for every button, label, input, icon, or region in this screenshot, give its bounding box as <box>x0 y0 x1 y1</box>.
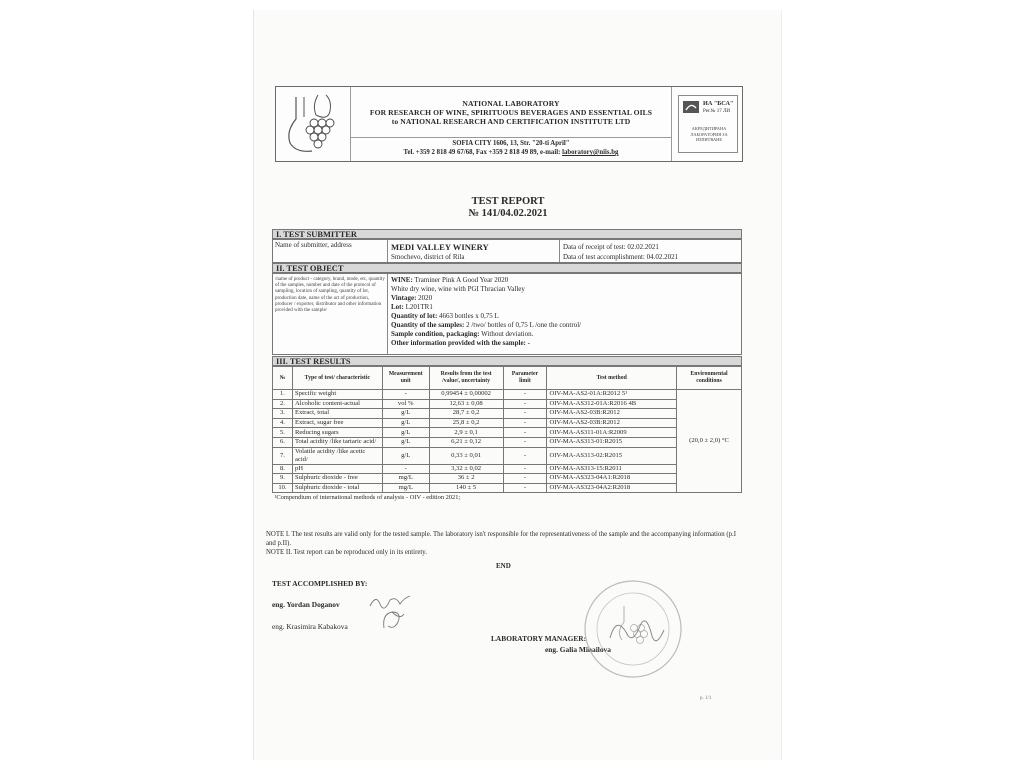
cell-type: Volatile acidity /like acetic acid/ <box>292 447 382 464</box>
cell-unit: mg/L <box>382 474 429 484</box>
cell-method: OIV-MA-AS312-01A:R2016 4B <box>547 399 677 409</box>
laboratory-address: SOFIA CITY 1606, 13, Str. "20-ti April" Tel. +359 2 818 49 67/68, Fax +359 2 818 49 89, e-mail: laboratory@niis.bg <box>403 140 619 156</box>
cell-no: 4. <box>273 418 293 428</box>
cell-method: OIV-MA-AS313-02:R2015 <box>547 447 677 464</box>
submitter-box <box>272 239 742 263</box>
other-information: Other information provided with the sample: - <box>391 339 530 347</box>
col-header-result: Results from the test /value/, uncertainty <box>429 367 503 390</box>
cell-no: 3. <box>273 409 293 419</box>
table-row <box>273 483 742 493</box>
cell-unit: g/L <box>382 409 429 419</box>
cell-limit: - <box>503 474 547 484</box>
cell-no: 5. <box>273 428 293 438</box>
cell-result: 6,21 ± 0,12 <box>429 437 503 447</box>
wine-description: White dry wine, wine with PGI Thracian Valley <box>391 285 525 293</box>
cell-result: 140 ± 5 <box>429 483 503 493</box>
accomplished-by-label: TEST ACCOMPLISHED BY: <box>272 579 368 588</box>
header-divider <box>350 87 351 161</box>
note-two: NOTE II. Test report can be reproduced only in its entirety. <box>266 549 427 556</box>
cell-no: 8. <box>273 464 293 474</box>
cell-result: 28,7 ± 0,2 <box>429 409 503 419</box>
col-header-env: Environmental conditions <box>677 367 742 390</box>
cell-unit: g/L <box>382 428 429 438</box>
cell-no: 9. <box>273 474 293 484</box>
table-row <box>273 437 742 447</box>
table-row <box>273 474 742 484</box>
accreditation-badge: ИА "БСА" Рег.№ 17 ЛИ АКРЕДИТИРАНА ЛАБОРАТОРИЯ ЗА ИЗПИТВАНЕ <box>678 95 738 153</box>
cell-method: OIV-MA-AS2-03B:R2012 <box>547 418 677 428</box>
cell-unit: vol % <box>382 399 429 409</box>
col-header-limit: Parameter limit <box>503 367 547 390</box>
cell-method: OIV-MA-AS323-04A1:R2018 <box>547 474 677 484</box>
cell-method: OIV-MA-AS313-01:R2015 <box>547 437 677 447</box>
results-table <box>272 366 742 502</box>
tester-name-2: eng. Krasimira Kabakova <box>272 622 348 631</box>
cell-method: OIV-MA-AS311-01A:R2009 <box>547 428 677 438</box>
receipt-date: Data of receipt of test: 02.02.2021 <box>563 243 659 251</box>
cell-unit: g/L <box>382 418 429 428</box>
quantity-of-lot: Quantity of lot: 4663 bottles x 0,75 L <box>391 312 499 320</box>
cell-method: OIV-MA-AS2-01A:R2012 5¹ <box>547 390 677 400</box>
cell-unit: - <box>382 464 429 474</box>
letterhead <box>275 86 743 162</box>
table-footnote-row <box>273 493 742 502</box>
vintage: Vintage: 2020 <box>391 294 433 302</box>
section-title-object: II. TEST OBJECT <box>272 263 742 273</box>
methods-footnote: ¹Compendium of international methods of analysis - OIV - edition 2021; <box>274 493 461 501</box>
cell-limit: - <box>503 428 547 438</box>
section-title-results: III. TEST RESULTS <box>272 356 742 366</box>
cell-limit: - <box>503 409 547 419</box>
col-header-method: Test method <box>547 367 677 390</box>
laboratory-stamp-seal <box>580 576 686 682</box>
cell-type: pH <box>292 464 382 474</box>
cell-method: OIV-MA-AS323-04A2:R2018 <box>547 483 677 493</box>
cell-result: 12,63 ± 0,08 <box>429 399 503 409</box>
manager-name: eng. Galia Mihailova <box>545 645 611 654</box>
cell-limit: - <box>503 437 547 447</box>
cell-result: 36 ± 2 <box>429 474 503 484</box>
cell-limit: - <box>503 418 547 428</box>
cell-type: Extract, sugar free <box>292 418 382 428</box>
lot: Lot: L201TR1 <box>391 303 433 311</box>
test-object-box <box>272 273 742 355</box>
quantity-of-samples: Quantity of the samples: 2 /two/ bottles of 0,75 L /one the control/ <box>391 321 582 329</box>
table-row <box>273 447 742 464</box>
cell-result: 3,32 ± 0,02 <box>429 464 503 474</box>
cell-type: Extract, total <box>292 409 382 419</box>
col-header-no: № <box>273 367 293 390</box>
cell-environmental-conditions: (20,0 ± 2,0) °C <box>677 390 742 493</box>
table-row <box>273 418 742 428</box>
report-title: TEST REPORT <box>471 196 545 207</box>
email-link: laboratory@niis.bg <box>562 149 619 156</box>
signature-image <box>378 608 408 632</box>
cell-no: 1. <box>273 390 293 400</box>
page-number: p. 1/1 <box>700 696 712 701</box>
table-row <box>273 390 742 400</box>
cell-no: 7. <box>273 447 293 464</box>
cell-no: 6. <box>273 437 293 447</box>
bas-accreditation-icon <box>682 100 700 114</box>
laboratory-name: NATIONAL LABORATORY FOR RESEARCH OF WINE, SPIRITUOUS BEVERAGES AND ESSENTIAL OILS to NATIONAL RESEARCH AND CERTIFICATION INSTITUTE LTD <box>369 99 653 127</box>
header-divider <box>671 87 672 161</box>
cell-type: Total acidity /like tartaric acid/ <box>292 437 382 447</box>
note-one: NOTE I. The test results are valid only for the tested sample. The laboratory isn't responsible for the representativeness of the sample and the accompanying information (p.I and p.II). <box>266 531 737 547</box>
results-header-row <box>273 367 742 390</box>
cell-result: 0,33 ± 0,01 <box>429 447 503 464</box>
cell-no: 10. <box>273 483 293 493</box>
submitter-name: MEDI VALLEY WINERY <box>391 242 489 252</box>
submitter-address: Smochevo, district of Rila <box>391 253 465 261</box>
tester-name-1: eng. Yordan Doganov <box>272 600 340 609</box>
cell-result: 2,9 ± 0,1 <box>429 428 503 438</box>
accomplishment-date: Data of test accomplishment: 04.02.2021 <box>563 253 679 261</box>
laboratory-flask-grapes-logo <box>282 91 344 155</box>
cell-type: Specific weight <box>292 390 382 400</box>
col-header-unit: Measurement unit <box>382 367 429 390</box>
cell-method: OIV-MA-AS313-15:R2011 <box>547 464 677 474</box>
cell-result: 0,99454 ± 0,00002 <box>429 390 503 400</box>
cell-type: Sulphuric dioxide - total <box>292 483 382 493</box>
cell-type: Reducing sugars <box>292 428 382 438</box>
header-divider <box>350 137 671 138</box>
table-row <box>273 409 742 419</box>
col-header-type: Type of test/ characteristic <box>292 367 382 390</box>
cell-type: Alcoholic content-actual <box>292 399 382 409</box>
section-title-submitter: I. TEST SUBMITTER <box>272 229 742 239</box>
cell-unit: g/L <box>382 447 429 464</box>
cell-limit: - <box>503 483 547 493</box>
cell-limit: - <box>503 399 547 409</box>
table-row <box>273 464 742 474</box>
submitter-label: Name of submitter, address <box>275 241 352 249</box>
report-number: № 141/04.02.2021 <box>468 208 548 219</box>
table-row <box>273 428 742 438</box>
cell-no: 2. <box>273 399 293 409</box>
cell-limit: - <box>503 390 547 400</box>
end-marker: END <box>496 562 511 570</box>
cell-type: Sulphuric dioxide - free <box>292 474 382 484</box>
manager-title: LABORATORY MANAGER: <box>491 634 587 643</box>
cell-limit: - <box>503 464 547 474</box>
sample-condition: Sample condition, packaging: Without deviation. <box>391 330 534 338</box>
cell-unit: mg/L <box>382 483 429 493</box>
cell-limit: - <box>503 447 547 464</box>
cell-unit: g/L <box>382 437 429 447</box>
cell-result: 25,8 ± 0,2 <box>429 418 503 428</box>
wine-name: WINE: Traminer Pink A Good Year 2020 <box>391 276 509 284</box>
object-label: /name of product - category, brand, mode, etc, quantity of the samples, number and date of the protocol of sampling, location of sampling, quantity of lot, production date, name of the act of production, producer / exporter, distributor and other information provided with the sample/ <box>275 277 385 314</box>
cell-method: OIV-MA-AS2-03B:R2012 <box>547 409 677 419</box>
cell-unit: - <box>382 390 429 400</box>
table-row <box>273 399 742 409</box>
